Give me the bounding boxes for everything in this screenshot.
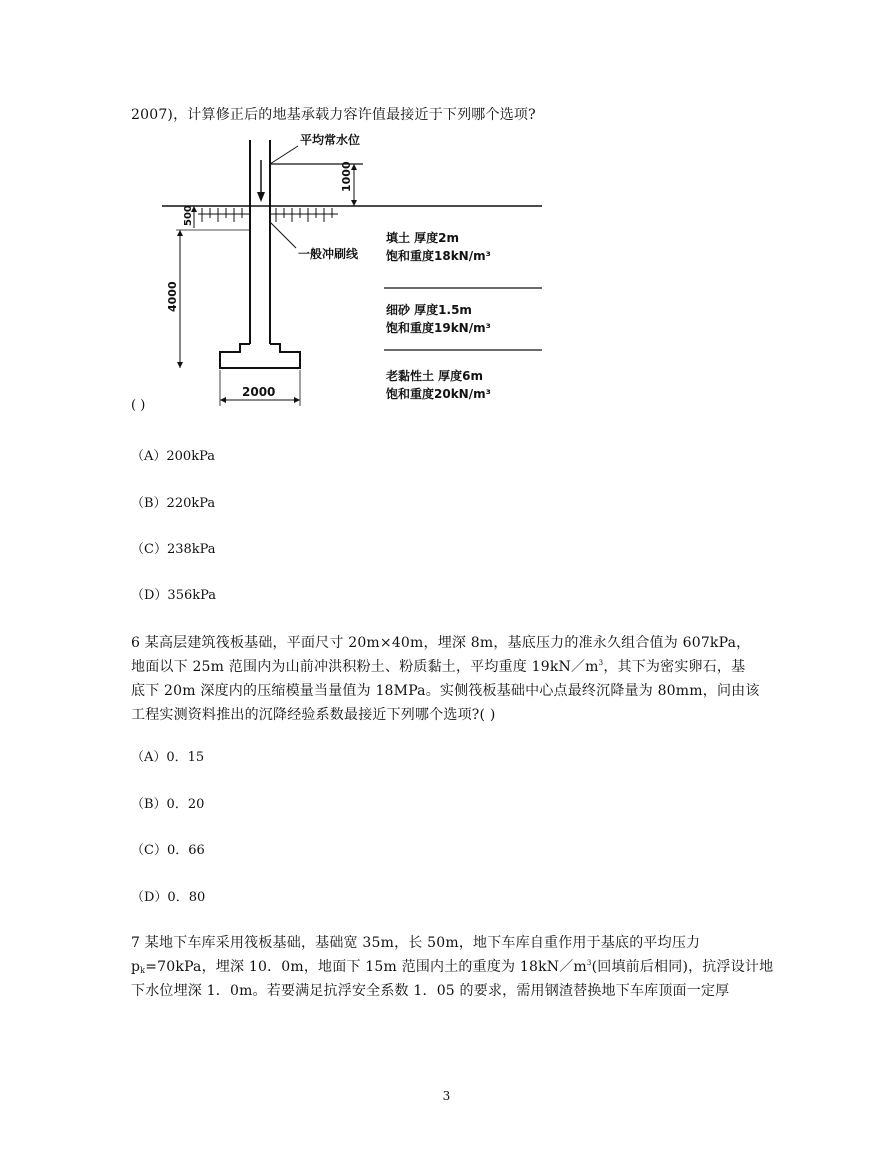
- question-6-option-d: （D）0．80: [131, 890, 206, 905]
- question-5-option-a: （A）200kPa: [131, 449, 215, 464]
- svg-text:饱和重度19kN/m³: 饱和重度19kN/m³: [386, 321, 491, 335]
- svg-text:填土 厚度2m: 填土 厚度2m: [386, 231, 460, 245]
- question-6-line-3: 底下 20m 深度内的压缩模量当量值为 18MPa。实侧筏板基础中心点最终沉降量为 80mm，问由该: [131, 683, 760, 699]
- svg-text:4000: 4000: [166, 281, 179, 312]
- question-5-text: 2007)，计算修正后的地基承载力容许值最接近于下列哪个选项?: [131, 107, 536, 123]
- svg-text:饱和重度18kN/m³: 饱和重度18kN/m³: [386, 249, 491, 263]
- svg-text:500: 500: [183, 205, 194, 226]
- question-6-option-a: （A）0．15: [131, 750, 205, 765]
- question-5-option-d: （D）356kPa: [131, 588, 217, 603]
- question-6-option-b: （B）0．20: [131, 797, 205, 812]
- svg-text:2000: 2000: [242, 385, 276, 399]
- question-6-line-4: 工程实测资料推出的沉降经验系数最接近下列哪个选项?( ): [131, 707, 496, 723]
- svg-text:老黏性土 厚度6m: 老黏性土 厚度6m: [386, 369, 484, 383]
- foundation-diagram: [158, 130, 548, 410]
- page-number: 3: [442, 1089, 451, 1103]
- question-5-option-c: （C）238kPa: [131, 542, 216, 557]
- svg-text:平均常水位: 平均常水位: [300, 133, 361, 147]
- question-7-line-1: 7 某地下车库采用筏板基础，基础宽 35m，长 50m，地下车库自重作用于基底的平均压力: [131, 935, 701, 951]
- question-6-line-1: 6 某高层建筑筏板基础，平面尺寸 20m×40m，埋深 8m，基底压力的准永久组合值为 607kPa，: [131, 635, 751, 651]
- question-6-option-c: （C）0．66: [131, 843, 205, 858]
- question-6-line-2: 地面以下 25m 范围内为山前冲洪积粉土、粉质黏土，平均重度 $19kN/m^3$，其下为密实卵石，基: [131, 659, 746, 675]
- question-5-paren: ( ): [131, 398, 146, 413]
- question-7-line-2: $p_k=70kPa$，埋深 10．0m，地面下 15m 范围内土的重度为 $18kN/m^3$(回填前后相同)，抗浮设计地: [131, 959, 774, 975]
- foundation-diagram-svg: [158, 130, 548, 410]
- svg-text:一般冲刷线: 一般冲刷线: [298, 247, 359, 261]
- question-5-option-b: （B）220kPa: [131, 496, 216, 511]
- question-7-line-3: 下水位埋深 1．0m。若要满足抗浮安全系数 1．05 的要求，需用钢渣替换地下车库顶面一定厚: [131, 983, 730, 999]
- svg-text:饱和重度20kN/m³: 饱和重度20kN/m³: [386, 387, 491, 401]
- svg-text:1000: 1000: [340, 161, 353, 192]
- svg-text:细砂 厚度1.5m: 细砂 厚度1.5m: [386, 303, 472, 317]
